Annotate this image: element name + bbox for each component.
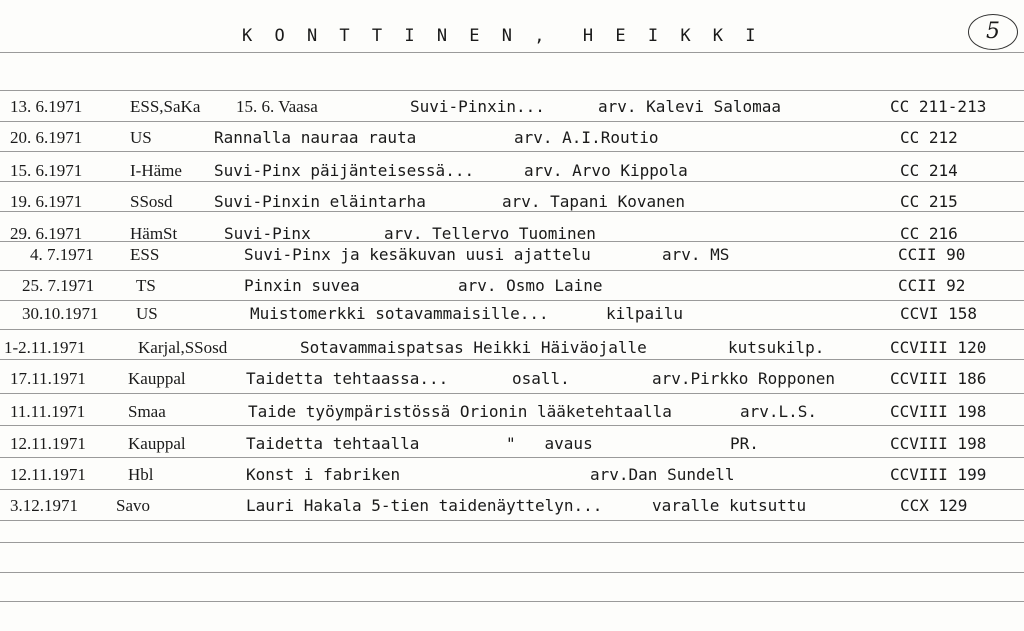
list-item: [0, 190, 1024, 216]
entry-reference: CCVIII 199: [890, 465, 987, 484]
list-item: [0, 463, 1024, 489]
list-item: [0, 126, 1024, 152]
rule-line: [0, 300, 1024, 301]
entry-reference: CC 215: [900, 192, 958, 211]
list-item: [0, 432, 1024, 458]
entry-reviewer: PR.: [730, 434, 759, 453]
entry-title: Lauri Hakala 5-tien taidenäyttelyn...: [246, 496, 603, 515]
entry-date: 30.10.1971: [22, 304, 99, 323]
entry-title: Suvi-Pinxin...: [410, 97, 545, 116]
entry-title: Rannalla nauraa rauta: [214, 128, 417, 147]
entry-reviewer: arv. Tellervo Tuominen: [384, 224, 596, 243]
entry-date: 12.11.1971: [10, 434, 86, 453]
entry-title: Suvi-Pinx päijänteisessä...: [214, 161, 475, 180]
list-item: [0, 336, 1024, 362]
entry-reviewer: arv. Tapani Kovanen: [502, 192, 686, 211]
entry-title: Suvi-Pinx: [224, 224, 311, 243]
list-item: [0, 274, 1024, 300]
entry-source: Kauppal: [128, 369, 186, 388]
entry-source: ESS,SaKa: [130, 97, 201, 116]
list-item: [0, 367, 1024, 393]
entry-date: 3.12.1971: [10, 496, 78, 515]
entry-reference: CC 212: [900, 128, 958, 147]
entry-date: 20. 6.1971: [10, 128, 83, 147]
list-item: [0, 243, 1024, 269]
entry-title: Konst i fabriken: [246, 465, 401, 484]
entry-reviewer: arv. Arvo Kippola: [524, 161, 688, 180]
entry-source: US: [136, 304, 158, 323]
entry-title: Taide työympäristössä Orionin lääketehtaalla: [248, 402, 672, 421]
entry-reference: CCX 129: [900, 496, 968, 515]
entry-reference: CCVI 158: [900, 304, 978, 323]
rule-line: [0, 52, 1024, 53]
entry-date: 17.11.1971: [10, 369, 86, 388]
entry-source: I-Häme: [130, 161, 182, 180]
entry-source: SSosd: [130, 192, 173, 211]
entry-date: 12.11.1971: [10, 465, 86, 484]
entry-reviewer: arv. MS: [662, 245, 730, 264]
entry-date: 1-2.11.1971: [4, 338, 86, 357]
entry-reviewer: arv. Osmo Laine: [458, 276, 603, 295]
entry-date: 29. 6.1971: [10, 224, 83, 243]
entry-source: US: [130, 128, 152, 147]
entry-date: 25. 7.1971: [22, 276, 95, 295]
entry-title: Pinxin suvea: [244, 276, 360, 295]
rule-line: [0, 489, 1024, 490]
entry-source: ESS: [130, 245, 160, 264]
rule-line: [0, 601, 1024, 602]
entry-place: 15. 6. Vaasa: [236, 97, 318, 116]
entry-source: Smaa: [128, 402, 166, 421]
entry-reference: CCVIII 198: [890, 434, 987, 453]
rule-line: [0, 572, 1024, 573]
entry-title: Suvi-Pinx ja kesäkuvan uusi ajattelu: [244, 245, 591, 264]
list-item: [0, 400, 1024, 426]
list-item: [0, 95, 1024, 121]
entry-reference: CCVIII 198: [890, 402, 987, 421]
entry-source: HämSt: [130, 224, 178, 243]
entry-date: 19. 6.1971: [10, 192, 83, 211]
rule-line: [0, 329, 1024, 330]
entry-reviewer: kilpailu: [606, 304, 684, 323]
entry-reference: CC 214: [900, 161, 958, 180]
entry-reviewer: arv. Kalevi Salomaa: [598, 97, 782, 116]
rule-line: [0, 121, 1024, 122]
entry-source: Savo: [116, 496, 150, 515]
entry-reviewer: arv. A.I.Routio: [514, 128, 659, 147]
entry-reviewer: kutsukilp.: [728, 338, 825, 357]
entry-reference: CCII 90: [898, 245, 966, 264]
entry-reviewer: arv.L.S.: [740, 402, 818, 421]
entry-title: Taidetta tehtaassa...: [246, 369, 449, 388]
entry-reference: CCVIII 186: [890, 369, 987, 388]
entry-note: osall.: [512, 369, 570, 388]
rule-line: [0, 542, 1024, 543]
entry-reference: CC 216: [900, 224, 958, 243]
rule-line: [0, 90, 1024, 91]
rule-line: [0, 520, 1024, 521]
entry-reference: CC 211-213: [890, 97, 987, 116]
entry-reviewer: varalle kutsuttu: [652, 496, 807, 515]
list-item: [0, 302, 1024, 328]
list-item: [0, 159, 1024, 185]
entry-title: Muistomerkki sotavammaisille...: [250, 304, 549, 323]
entry-reviewer: arv.Dan Sundell: [590, 465, 735, 484]
entry-date: 4. 7.1971: [30, 245, 94, 264]
entry-source: Hbl: [128, 465, 154, 484]
entry-source: TS: [136, 276, 156, 295]
entry-title: Suvi-Pinxin eläintarha: [214, 192, 426, 211]
entry-title: Sotavammaispatsas Heikki Häiväojalle: [300, 338, 647, 357]
list-item: [0, 494, 1024, 520]
entry-reference: CCII 92: [898, 276, 966, 295]
entry-title: Taidetta tehtaalla: [246, 434, 420, 453]
entry-source: Karjal,SSosd: [138, 338, 228, 357]
entry-date: 15. 6.1971: [10, 161, 83, 180]
card-title: K O N T T I N E N , H E I K K I: [242, 26, 762, 46]
rule-line: [0, 270, 1024, 271]
entry-note: " avaus: [506, 434, 593, 453]
entry-reference: CCVIII 120: [890, 338, 987, 357]
entry-source: Kauppal: [128, 434, 186, 453]
rule-line: [0, 393, 1024, 394]
entry-date: 13. 6.1971: [10, 97, 83, 116]
entry-reviewer: arv.Pirkko Ropponen: [652, 369, 836, 388]
entry-date: 11.11.1971: [10, 402, 86, 421]
card-number: 5: [968, 14, 1018, 50]
